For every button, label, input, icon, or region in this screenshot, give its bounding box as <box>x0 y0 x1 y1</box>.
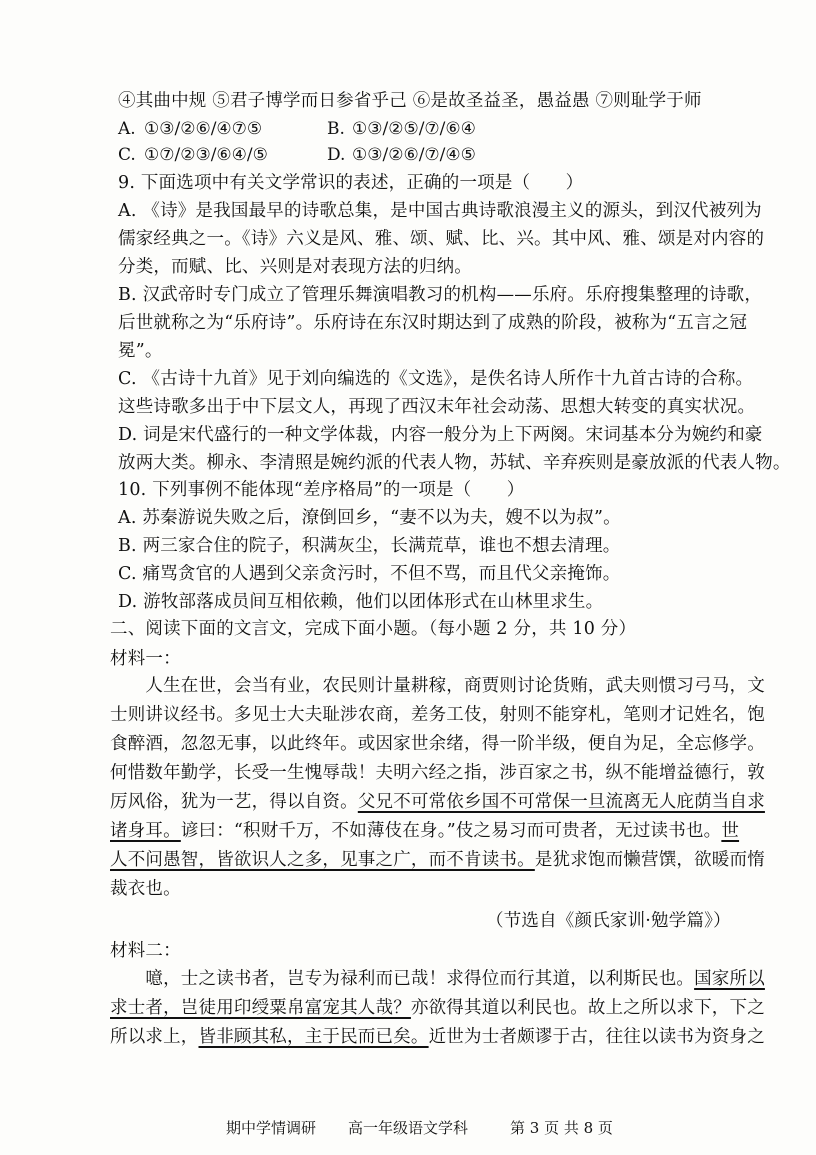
underlined-sentence-2: 人不问愚智，皆欲识人之多，见事之广，而不肯读书。 <box>110 850 535 870</box>
q10-option-a: A. 苏秦游说失败之后，潦倒回乡，“妻不以为夫，嫂不以为叔”。 <box>118 508 621 528</box>
q9-option-d-line-1: D. 词是宋代盛行的一种文学体裁，内容一般分为上下两阕。宋词基本分为婉约和豪 <box>118 425 763 445</box>
q9-option-d-line-2: 放两大类。柳永、李清照是婉约派的代表人物，苏轼、辛弃疾则是豪放派的代表人物。 <box>118 453 791 473</box>
underlined-sentence-3: 求士者，岂徒用印绶粟帛富宠其人哉？ <box>110 998 411 1018</box>
material-1-line-3: 食醉酒，忽忽无事，以此终年。或因家世余绪，得一阶半级，便自为足，全忘修学。 <box>110 734 765 754</box>
q9-option-a-line-2: 儒家经典之一。《诗》六义是风、雅、颂、赋、比、兴。其中风、雅、颂是对内容的 <box>118 229 765 249</box>
q10-stem: 10. 下列事例不能体现“差序格局”的一项是（ ） <box>118 480 525 500</box>
q9-option-c-line-1: C. 《古诗十九首》见于刘向编选的《文选》，是佚名诗人所作十九首古诗的合称。 <box>118 369 754 389</box>
q9-option-b-line-3: 冕”。 <box>118 341 163 361</box>
q8-option-d-text: ①③/②⑥/⑦/④⑤ <box>352 145 476 165</box>
q9-option-a-line-3: 分类，而赋、比、兴则是对表现方法的归纳。 <box>118 257 472 277</box>
material-1-line-1: 人生在世，会当有业，农民则计量耕稼，商贾则讨论货贿，武夫则惯习弓马，文 <box>110 676 765 696</box>
underlined-sentence-1: 父兄不可常依乡国不可常保一旦流离无人庇荫当自求 <box>357 792 765 812</box>
material-2-line-2 <box>110 997 765 1019</box>
q8-option-a-text: ①③/②⑥/④⑦⑤ <box>144 119 263 139</box>
q8-option-a-label: A. <box>118 119 136 139</box>
material-1-line-6 <box>110 820 739 842</box>
footer-subject: 高一年级语文学科 <box>348 1119 469 1137</box>
q8-option-c-text: ①⑦/②③/⑥④/⑤ <box>144 145 268 165</box>
material-1-source: （节选自《颜氏家训·勉学篇》） <box>486 911 731 931</box>
section-2-heading: 二、阅读下面的文言文，完成下面小题。（每小题 2 分，共 10 分） <box>110 619 637 639</box>
material-1-line-8: 裁衣也。 <box>110 879 181 899</box>
material-1-label: 材料一： <box>110 649 181 669</box>
material-2-line-2-text: 亦欲得其道以利民也。故上之所以求下，下之 <box>410 998 765 1018</box>
q10-option-d: D. 游牧部落成员间互相依赖，他们以团体形式在山林里求生。 <box>118 592 604 612</box>
underlined-sentence-1-end: 诸身耳。 <box>110 821 181 841</box>
material-2-line-3-text: 近世为士者颇谬于古，往往以读书为资身之 <box>428 1027 765 1047</box>
q10-option-c: C. 痛骂贪官的人遇到父亲贪污时，不但不骂，而且代父亲掩饰。 <box>118 564 621 584</box>
q9-stem: 9. 下面选项中有关文学常识的表述，正确的一项是（ ） <box>118 173 584 193</box>
q9-option-a-line-1: A. 《诗》是我国最早的诗歌总集，是中国古典诗歌浪漫主义的源头，到汉代被列为 <box>118 201 762 221</box>
material-1-line-7 <box>110 849 765 871</box>
q10-option-b: B. 两三家合住的院子，积满灰尘，长满荒草，谁也不想去清理。 <box>118 536 621 556</box>
q9-option-b-line-2: 后世就称之为“乐府诗”。乐府诗在东汉时期达到了成熟的阶段，被称为“五言之冠 <box>118 313 748 333</box>
q8-option-d-label: D. <box>327 145 346 165</box>
footer-page-number: 第 3 页 共 8 页 <box>510 1119 613 1137</box>
material-2-line-1-text: 噫，士之读书者，岂专为禄利而已哉！求得位而行其道，以利斯民也。 <box>110 969 695 989</box>
material-1-line-4: 何惜数年勤学，长受一生愧辱哉！夫明六经之指，涉百家之书，纵不能增益德行，敦 <box>110 763 765 783</box>
underlined-sentence-2-start: 世 <box>721 821 740 841</box>
material-2-line-3 <box>110 1026 765 1048</box>
underlined-sentence-3-start: 国家所以 <box>694 969 765 989</box>
material-1-line-5-text: 厉风俗，犹为一艺，得以自资。 <box>110 792 358 812</box>
q9-option-b-line-1: B. 汉武帝时专门成立了管理乐舞演唱教习的机构——乐府。乐府搜集整理的诗歌， <box>118 285 763 305</box>
material-1-line-6-text: 谚曰：“积财千万，不如薄伎在身。”伎之易习而可贵者，无过读书也。 <box>180 821 722 841</box>
footer-exam-name: 期中学情调研 <box>226 1119 317 1137</box>
q9-option-c-line-2: 这些诗歌多出于中下层文人，再现了西汉末年社会动荡、思想大转变的真实状况。 <box>118 397 756 417</box>
q8-statements-tail: ④其曲中规 ⑤君子博学而日参省乎己 ⑥是故圣益圣，愚益愚 ⑦则耻学于师 <box>118 91 702 111</box>
material-1-line-5 <box>110 791 765 813</box>
underlined-sentence-4: 皆非顾其私，主于民而已矣。 <box>198 1027 429 1047</box>
q8-option-b-text: ①③/②⑤/⑦/⑥④ <box>352 119 476 139</box>
material-1-line-7-text: 是犹求饱而懒营馔，欲暖而惰 <box>534 850 765 870</box>
q8-option-c-label: C. <box>118 145 136 165</box>
material-2-line-1 <box>110 968 765 990</box>
material-2-line-3-start: 所以求上， <box>110 1027 199 1047</box>
material-1-line-2: 士则讲议经书。多见士大夫耻涉农商，差务工伎，射则不能穿札，笔则才记姓名，饱 <box>110 705 765 725</box>
q8-option-b-label: B. <box>327 119 345 139</box>
material-2-label: 材料二： <box>110 941 181 961</box>
